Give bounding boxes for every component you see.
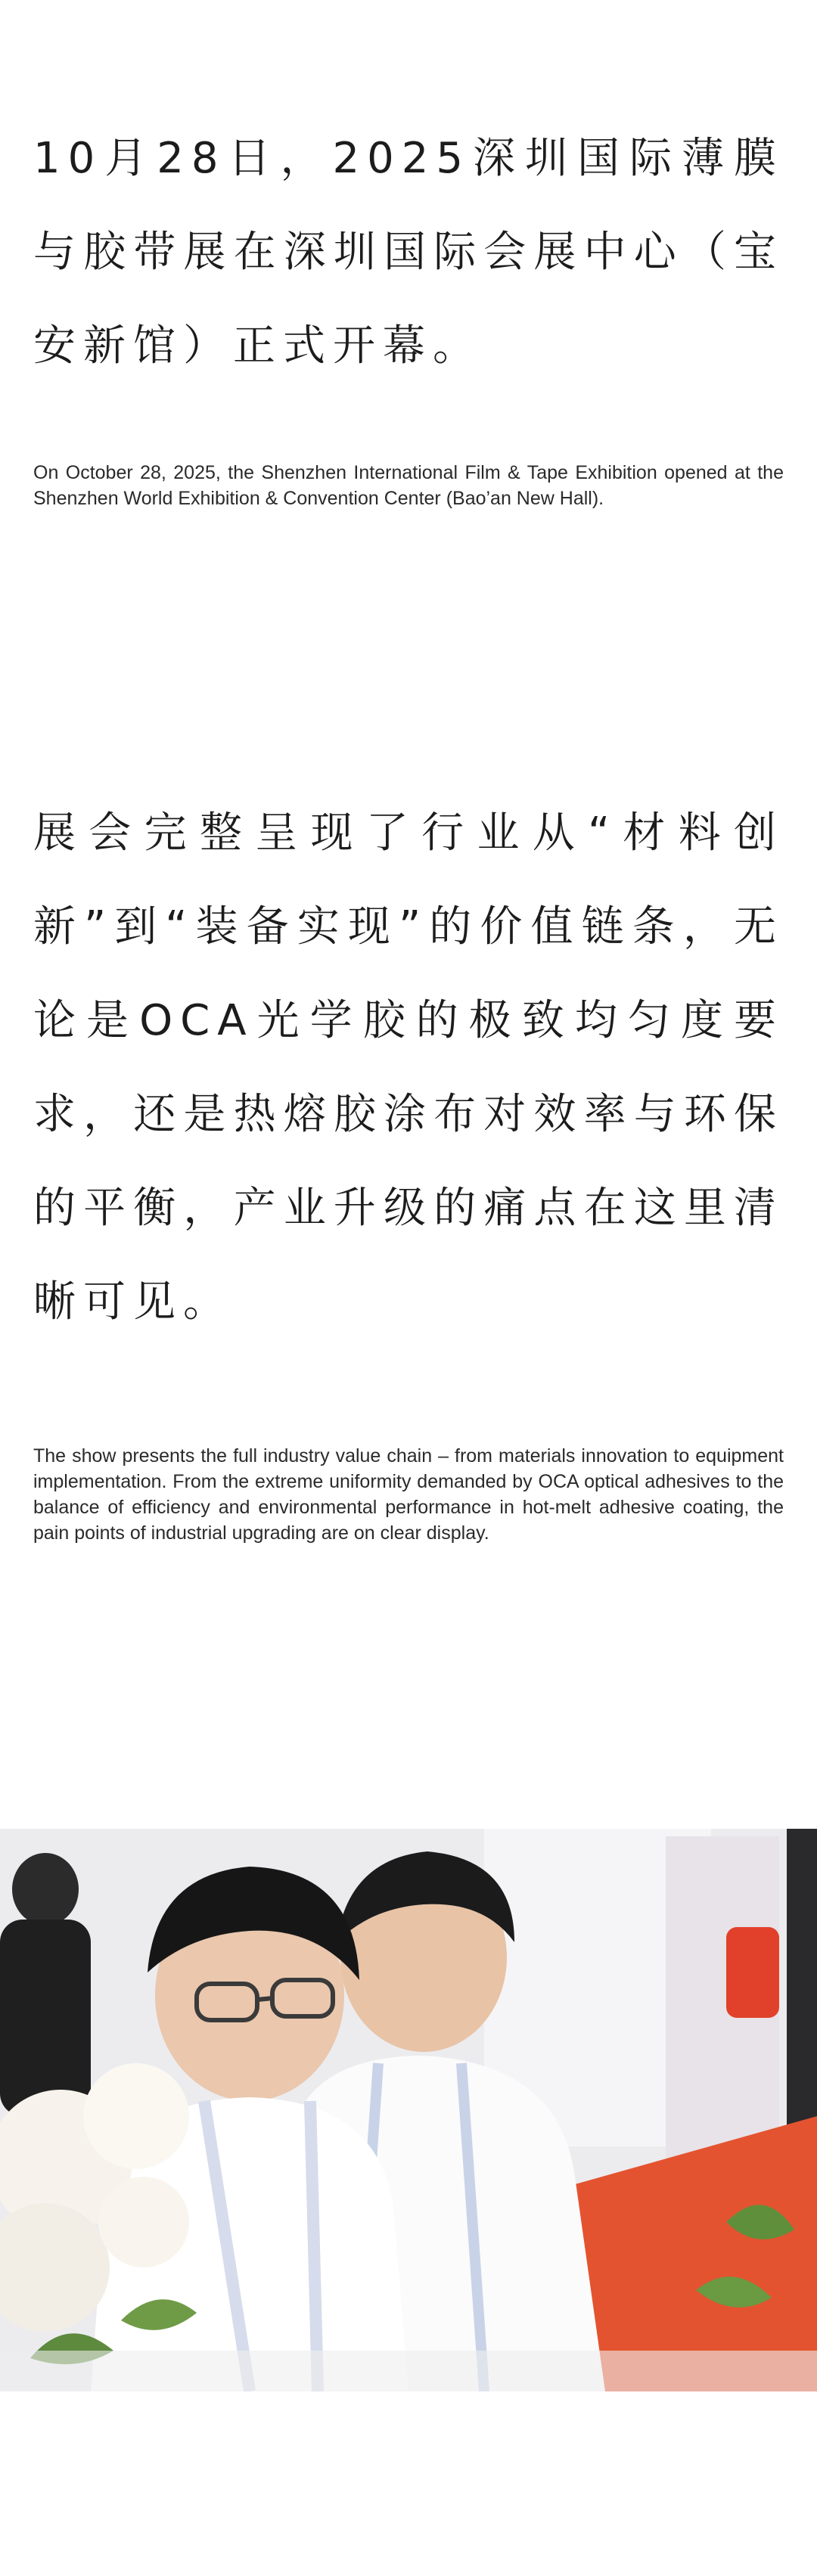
exhibition-photo: [0, 1829, 817, 2391]
value-chain-paragraph-en: The show presents the full industry value chain – from materials innovation to equipment implementation. From the extreme uniformity demanded by OCA optical adhesives to the balance of efficiency and environmental performance in hot-melt adhesive coating, the pain points of industrial upgrading are on clear display.: [33, 1445, 784, 1544]
intro-paragraph-zh: 10月28日，2025深圳国际薄膜与胶带展在深圳国际会展中心（宝安新馆）正式开幕。: [33, 134, 784, 371]
exhibition-photo-illustration: [0, 1829, 817, 2391]
value-chain-paragraph-zh: 展会完整呈现了行业从“材料创新”到“装备实现”的价值链条，无论是OCA光学胶的极致均匀度要求，还是热熔胶涂布对效率与环保的平衡，产业升级的痛点在这里清晰可见。: [33, 808, 784, 1327]
intro-paragraph-en: On October 28, 2025, the Shenzhen International Film & Tape Exhibition opened at the Shenzhen World Exhibition & Convention Center (Bao’an New Hall).: [33, 462, 784, 509]
